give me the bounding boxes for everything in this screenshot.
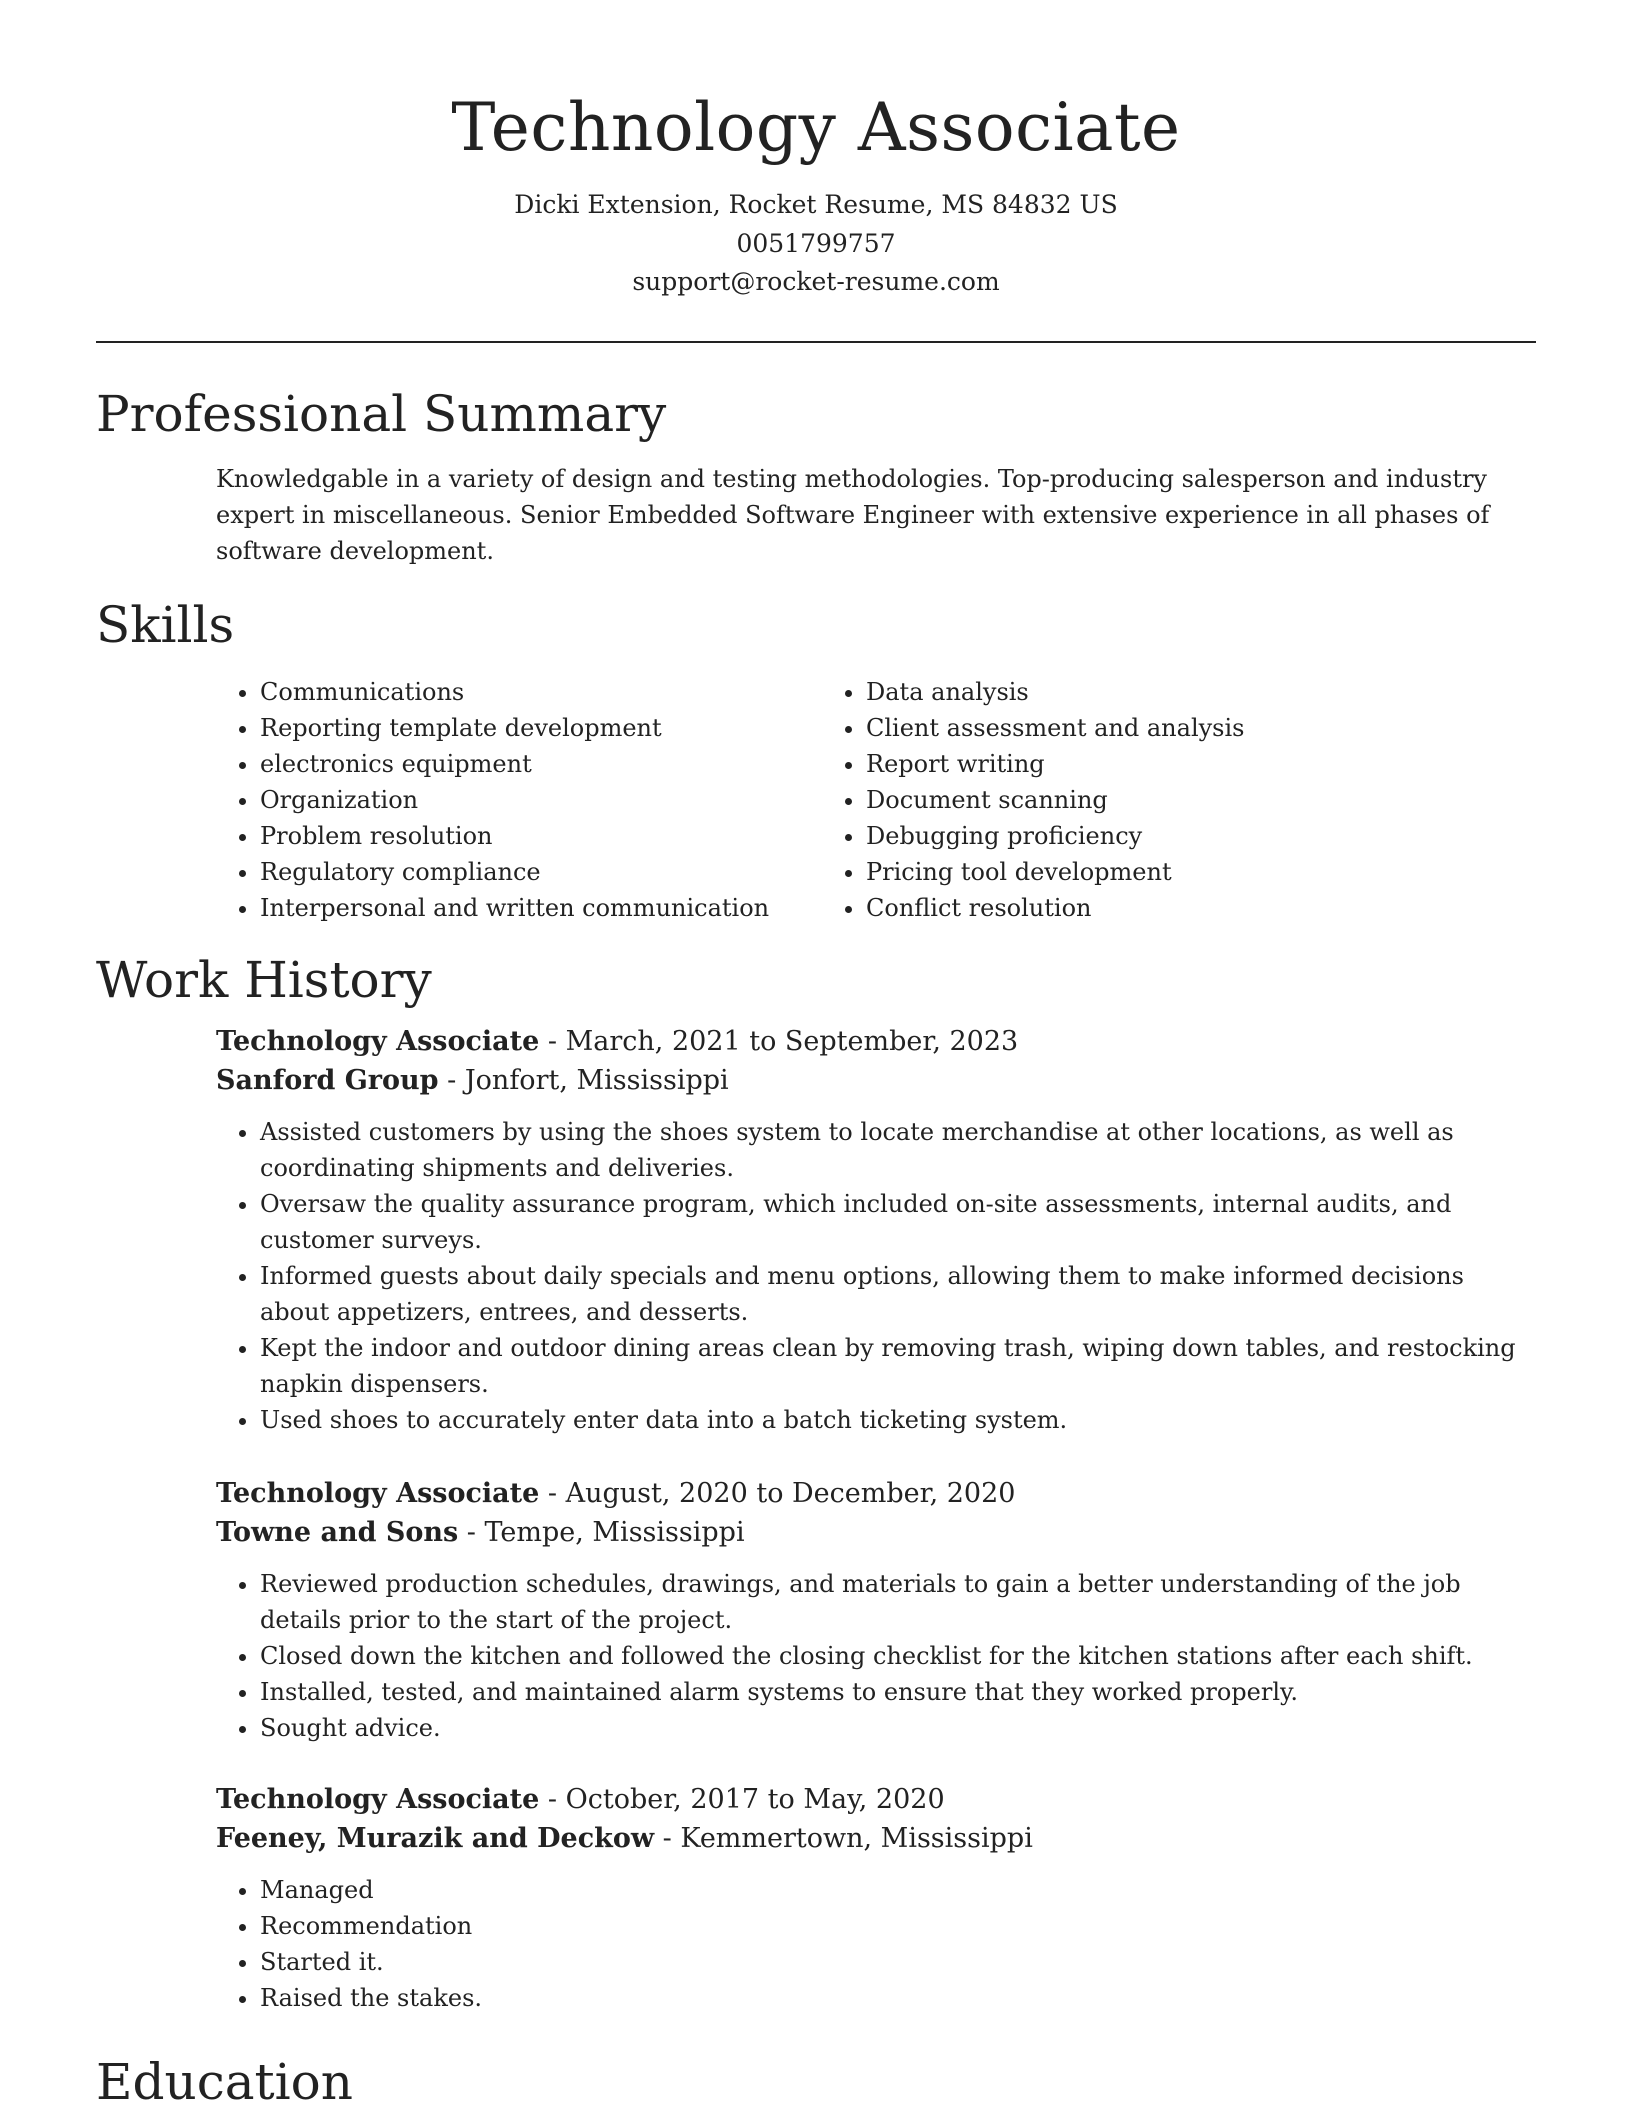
job-bullet: • Used shoes to accurately enter data into a batch ticketing system. xyxy=(260,1402,1536,1438)
job-company-line xyxy=(216,1819,1536,1858)
job-dates: - March, 2021 to September, 2023 xyxy=(539,1026,1019,1057)
job-entry xyxy=(216,1474,1536,1746)
contact-info xyxy=(0,186,1632,302)
skill-item: • Client assessment and analysis xyxy=(866,710,1472,746)
job-bullet: • Closed down the kitchen and followed the closing checklist for the kitchen stations after each shift. xyxy=(260,1638,1536,1674)
job-location: - Jonfort, Mississippi xyxy=(438,1065,729,1096)
job-entry xyxy=(216,1780,1536,2016)
job-title-line xyxy=(216,1780,1536,1819)
skill-item: • Debugging proficiency xyxy=(866,818,1472,854)
job-title-line xyxy=(216,1022,1536,1061)
skill-item: • Regulatory compliance xyxy=(260,854,822,890)
job-bullet: • Recommendation xyxy=(260,1908,1536,1944)
job-bullets xyxy=(216,1114,1536,1438)
section-title-education: Education xyxy=(96,2053,353,2111)
skills-column-1 xyxy=(216,674,822,926)
job-company: Feeney, Murazik and Deckow xyxy=(216,1823,655,1854)
job-bullets xyxy=(216,1566,1536,1746)
job-bullet: • Managed xyxy=(260,1872,1536,1908)
job-title-line xyxy=(216,1474,1536,1513)
job-position: Technology Associate xyxy=(216,1478,540,1509)
job-location: - Tempe, Mississippi xyxy=(458,1517,745,1548)
skill-item: • Organization xyxy=(260,782,822,818)
skill-item: • Interpersonal and written communication xyxy=(260,890,822,926)
contact-address: Dicki Extension, Rocket Resume, MS 84832 US xyxy=(514,190,1118,219)
section-title-skills: Skills xyxy=(96,596,235,654)
skill-item: • Pricing tool development xyxy=(866,854,1472,890)
job-bullet: • Raised the stakes. xyxy=(260,1980,1536,2016)
section-title-summary: Professional Summary xyxy=(96,385,667,443)
skill-item: • Reporting template development xyxy=(260,710,822,746)
skill-item: • Problem resolution xyxy=(260,818,822,854)
skill-item: • Data analysis xyxy=(866,674,1472,710)
skills-list xyxy=(216,674,1536,926)
job-bullet: • Assisted customers by using the shoes system to locate merchandise at other locations, as well as coordinating shipments and deliveries. xyxy=(260,1114,1536,1186)
job-bullet: • Sought advice. xyxy=(260,1710,1536,1746)
job-bullets xyxy=(216,1872,1536,2016)
job-company: Towne and Sons xyxy=(216,1517,459,1548)
job-bullet: • Kept the indoor and outdoor dining areas clean by removing trash, wiping down tables, and restocking napkin dispensers. xyxy=(260,1330,1536,1402)
section-title-work-history: Work History xyxy=(96,951,432,1009)
job-bullet: • Informed guests about daily specials and menu options, allowing them to make informed decisions about appetizers, entrees, and desserts. xyxy=(260,1258,1536,1330)
skill-item: • Communications xyxy=(260,674,822,710)
job-entry xyxy=(216,1022,1536,1438)
skill-item: • Conflict resolution xyxy=(866,890,1472,926)
resume-header xyxy=(0,0,1632,302)
contact-email: support@rocket-resume.com xyxy=(632,267,1000,296)
skill-item: • Report writing xyxy=(866,746,1472,782)
job-position: Technology Associate xyxy=(216,1784,540,1815)
job-dates: - October, 2017 to May, 2020 xyxy=(539,1784,945,1815)
contact-phone: 0051799757 xyxy=(736,228,896,258)
header-divider xyxy=(96,341,1536,343)
job-bullet: • Started it. xyxy=(260,1944,1536,1980)
job-dates: - August, 2020 to December, 2020 xyxy=(539,1478,1016,1509)
job-bullet: • Installed, tested, and maintained alarm systems to ensure that they worked properly. xyxy=(260,1674,1536,1710)
job-bullet: • Oversaw the quality assurance program, which included on-site assessments, internal audits, and customer surveys. xyxy=(260,1186,1536,1258)
job-company: Sanford Group xyxy=(216,1065,439,1096)
skill-item: • electronics equipment xyxy=(260,746,822,782)
summary-text: Knowledgable in a variety of design and testing methodologies. Top-producing salesperson and industry expert in miscellaneous. Senior Embedded Software Engineer with extensive experience in all phases of software development. xyxy=(216,465,1490,565)
job-location: - Kemmertown, Mississippi xyxy=(654,1823,1033,1854)
candidate-name: Technology Associate xyxy=(451,89,1181,166)
skill-item: • Document scanning xyxy=(866,782,1472,818)
skills-column-2 xyxy=(822,674,1472,926)
job-company-line xyxy=(216,1513,1536,1552)
job-bullet: • Reviewed production schedules, drawings, and materials to gain a better understanding of the job details prior to the start of the project. xyxy=(260,1566,1536,1638)
job-company-line xyxy=(216,1061,1536,1100)
job-position: Technology Associate xyxy=(216,1026,540,1057)
